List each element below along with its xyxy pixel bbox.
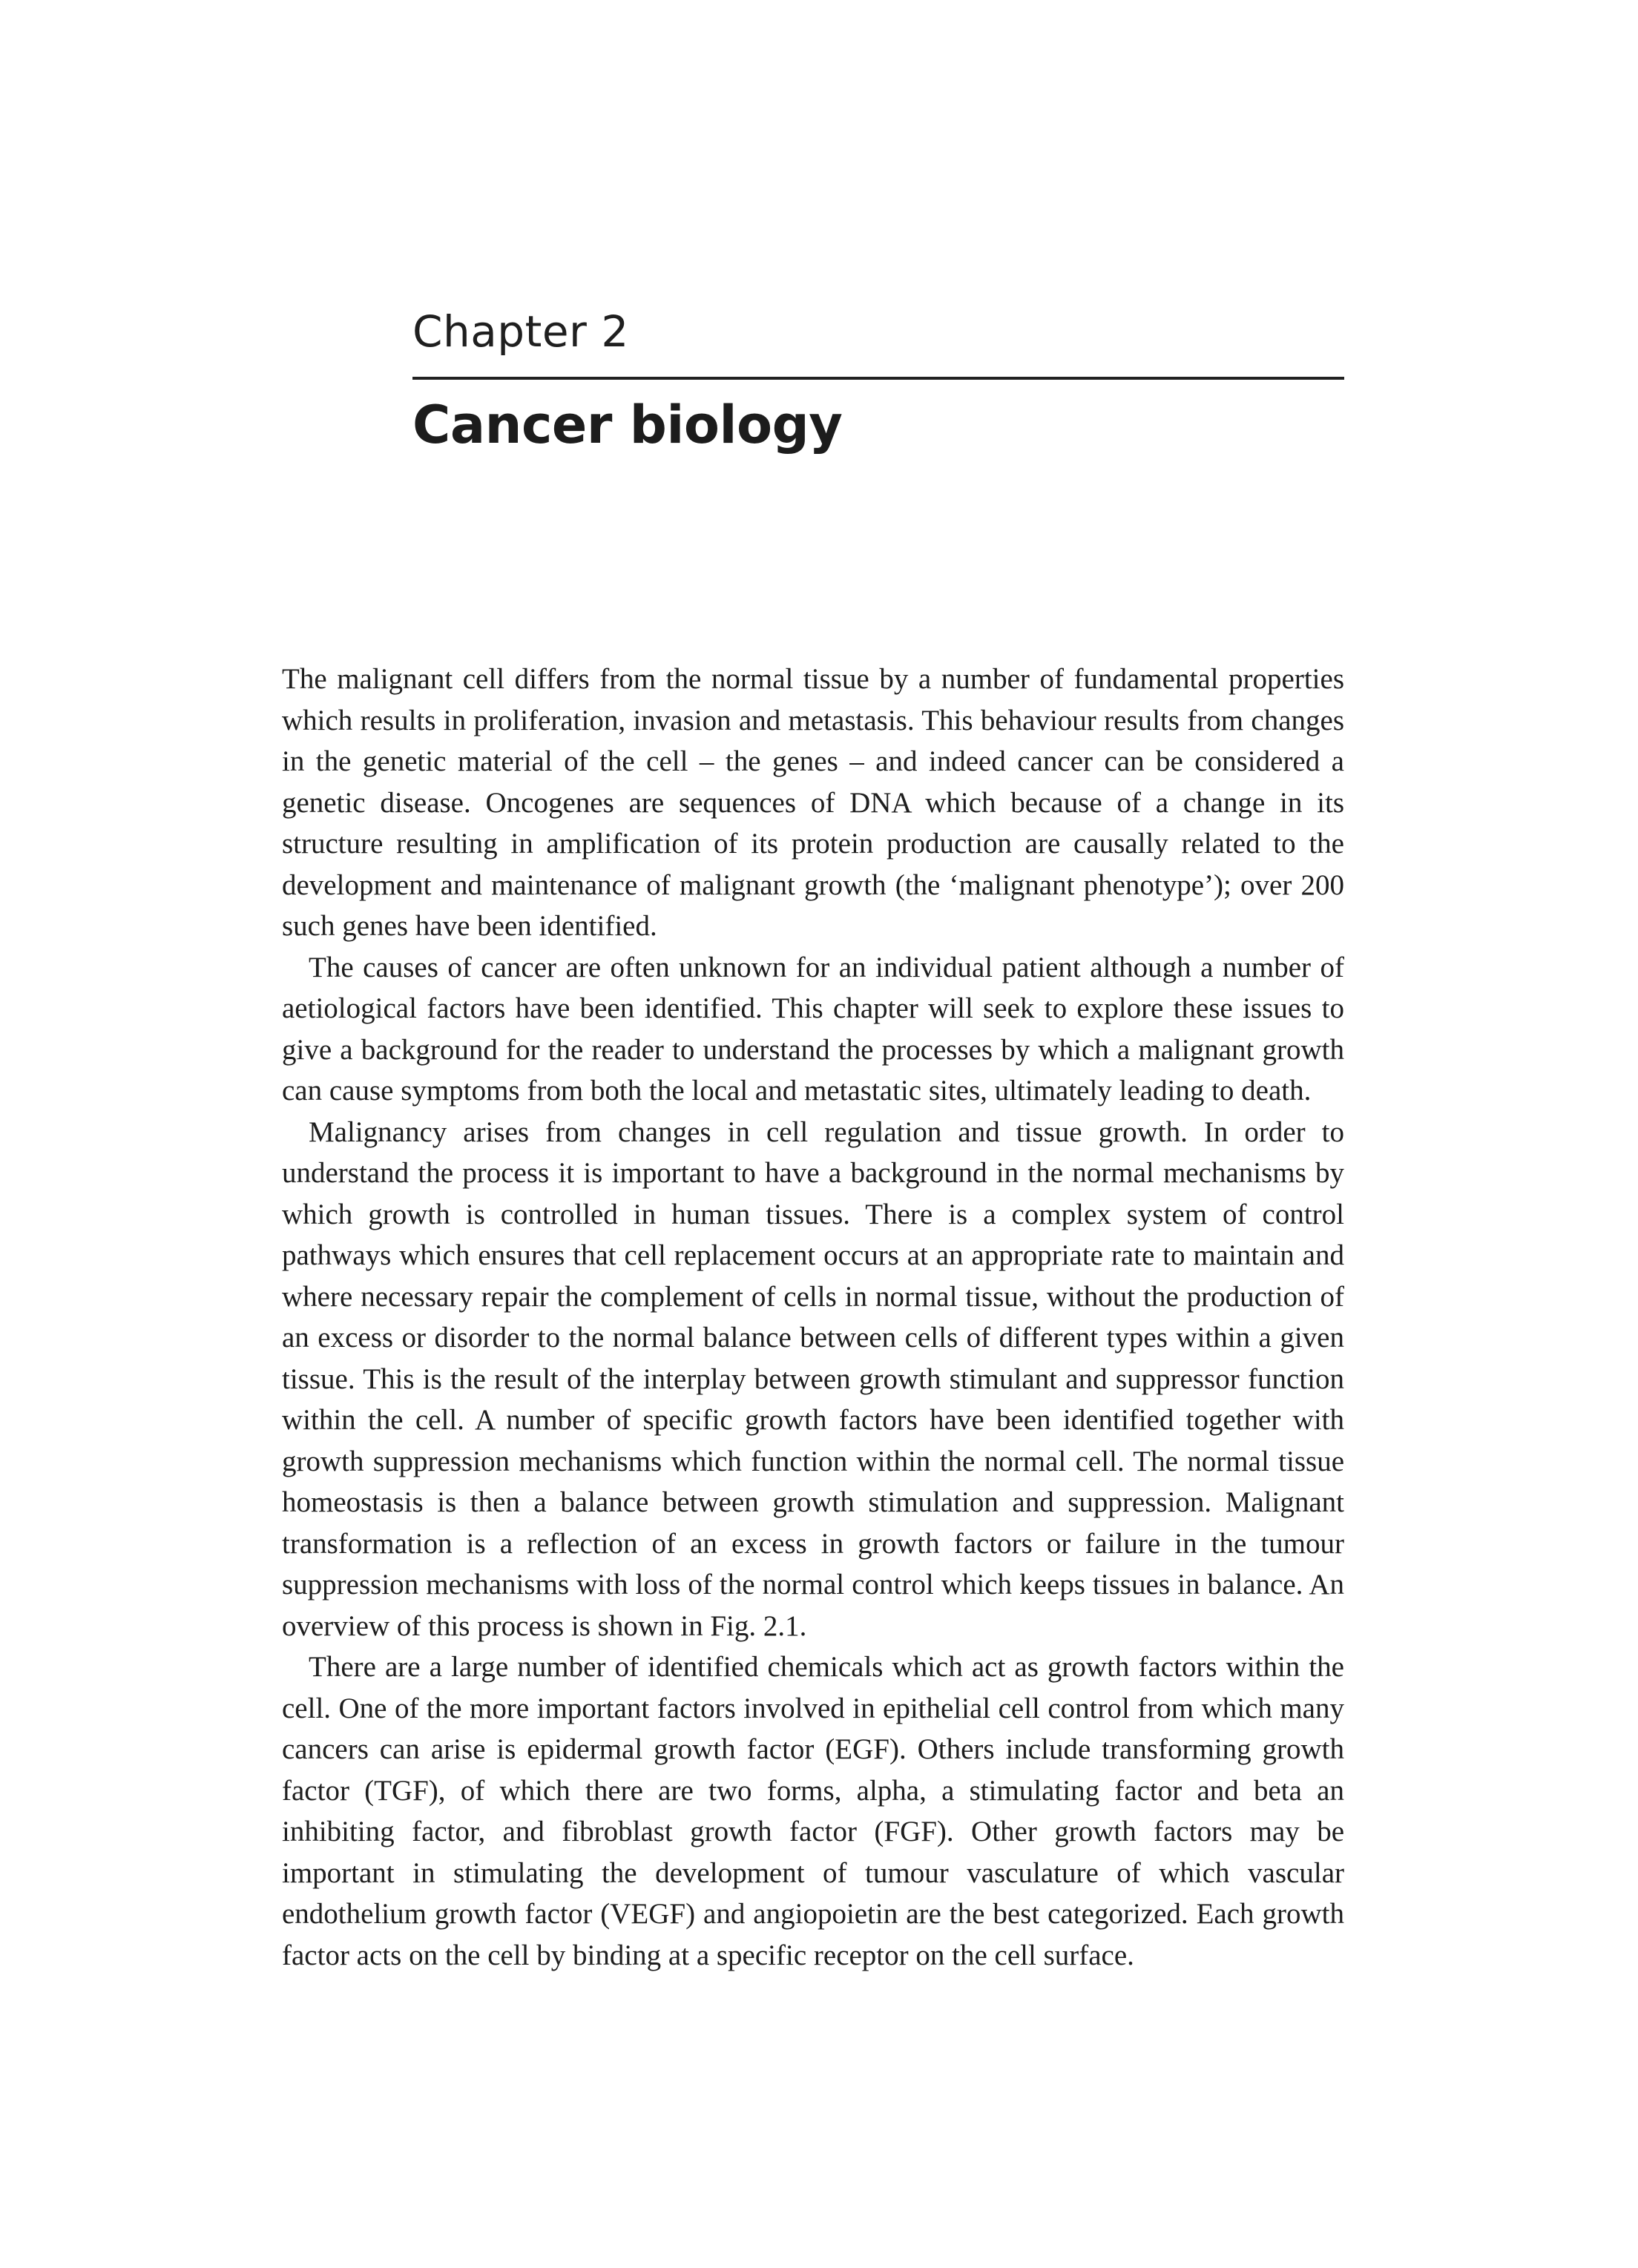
body-text — [282, 659, 1344, 1976]
paragraph-4: There are a large number of identified chemicals which act as growth factors within the cell. One of the more important factors involved in epithelial cell control from which many cancers can arise is epidermal growth factor (EGF). Others include transforming growth factor (TGF), of which there are two forms, alpha, a stimulating factor and beta an inhibiting factor, and fibroblast growth factor (FGF). Other growth factors may be important in stimulating the development of tumour vasculature of which vascular endothelium growth factor (VEGF) and angiopoietin are the best categorized. Each growth factor acts on the cell by binding at a specific receptor on the cell surface. — [282, 1651, 1344, 1971]
paragraph-2: The causes of cancer are often unknown for an individual patient although a number of aetiological factors have been identified. This chapter will seek to explore these issues to give a background for the reader to understand the processes by which a malignant growth can cause symptoms from both the local and metastatic sites, ultimately leading to death. — [282, 951, 1344, 1107]
paragraph-1: The malignant cell differs from the normal tissue by a number of fundamental properties which results in proliferation, invasion and metastasis. This behaviour results from changes in the genetic material of the cell – the genes – and indeed cancer can be considered a genetic disease. Oncogenes are sequences of DNA which because of a change in its structure resulting in amplification of its protein production are causally related to the development and maintenance of malignant growth (the ‘malignant phenotype’); over 200 such genes have been identified. — [282, 663, 1344, 942]
paragraph-3: Malignancy arises from changes in cell regulation and tissue growth. In order to understand the process it is important to have a background in the normal mechanisms by which growth is controlled in human tissues. There is a complex system of control pathways which ensures that cell replacement occurs at an appropriate rate to maintain and where necessary repair the complement of cells in normal tissue, without the production of an excess or disorder to the normal balance between cells of different types within a given tissue. This is the result of the interplay between growth stimulant and suppressor function within the cell. A number of specific growth factors have been identified together with growth suppression mechanisms which function within the normal cell. The normal tissue homeostasis is then a balance between growth stimulation and suppression. Malignant transformation is a reflection of an excess in growth factors or failure in the tumour suppression mechanisms with loss of the normal control which keeps tissues in balance. An overview of this process is shown in Fig. 2.1. — [282, 1115, 1344, 1642]
chapter-title: Cancer biology — [412, 395, 843, 455]
chapter-label: Chapter 2 — [412, 306, 629, 357]
chapter-rule — [412, 377, 1344, 380]
